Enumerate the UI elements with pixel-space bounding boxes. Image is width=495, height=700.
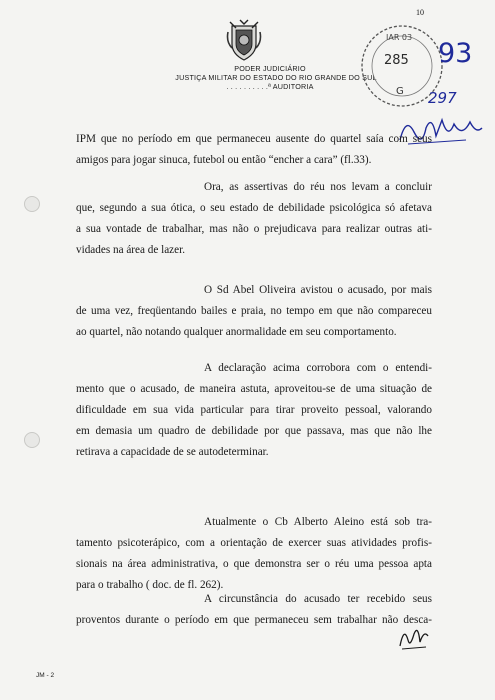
text-line: proventos durante o período em que permaneceu sem trabalhar não desca- [76,614,432,626]
handwritten-initials [396,622,432,652]
text-line: amigos para jogar sinuca, futebol ou então “encher a cara” (fl.33). [76,154,372,166]
paragraph-2 [76,177,432,261]
form-code: JM - 2 [36,672,55,679]
text-line: Atualmente o Cb Alberto Aleino está sob tra- [204,516,432,528]
paragraph-1 [76,129,432,171]
text-line: dificuldade em sua vida particular para tirar proveito pessoal, valorando [76,404,432,416]
punch-hole [24,432,40,448]
text-line: A circunstância do acusado ter recebido seus [204,593,432,605]
paragraph-6 [76,589,432,631]
paragraph-3 [76,280,432,343]
stamp-mark: G [396,86,404,97]
text-line: para o trabalho ( doc. de fl. 262). [76,579,224,591]
text-line: sionais na área administrativa, o que demonstra ser o réu uma pessoa apta [76,558,432,570]
stamp-number: 285 [384,53,409,68]
page-number: 10 [416,8,424,17]
text-line: de uma vez, freqüentando bailes e praia, no tempo em que não compareceu [76,305,432,317]
text-line: a sua vontade de trabalhar, mas não o prejudicava para realizar outras ati- [76,223,432,235]
text-line: mento que o acusado, de maneira astuta, aproveitou-se de uma situação de [76,383,432,395]
handwritten-folio-number: 93 [438,38,473,69]
paragraph-5 [76,512,432,596]
svg-text:IAR 03: IAR 03 [386,33,413,42]
text-line: ao quartel, não notando qualquer anormalidade em seu comportamento. [76,326,397,338]
handwritten-page-number: 297 [428,89,457,107]
text-line: IPM que no período em que permaneceu ausente do quartel saía com seus [76,133,432,145]
paragraph-4 [76,358,432,463]
text-line: que, segundo a sua ótica, o seu estado de debilidade psicológica só afetava [76,202,432,214]
text-line: A declaração acima corrobora com o entendi- [204,362,432,374]
header-line-1: PODER JUDICIÁRIO [234,64,306,73]
text-line: em demasia um quadro de debilidade por que passava, mas que não lhe [76,425,432,437]
text-line: tamento psicoterápico, com a orientação de exercer suas atividades profis- [76,537,432,549]
coat-of-arms-icon [226,18,262,62]
header-line-3: . . . . . . . . . .ª AUDITORIA [226,82,314,91]
punch-hole [24,196,40,212]
text-line: retirava a capacidade de se autodeterminar. [76,446,269,458]
header-line-2: JUSTIÇA MILITAR DO ESTADO DO RIO GRANDE DO SUL [175,73,377,82]
court-header [160,64,380,91]
text-line: Ora, as assertivas do réu nos levam a concluir [204,181,432,193]
text-line: vidades na área de lazer. [76,244,186,256]
text-line: O Sd Abel Oliveira avistou o acusado, por mais [204,284,432,296]
